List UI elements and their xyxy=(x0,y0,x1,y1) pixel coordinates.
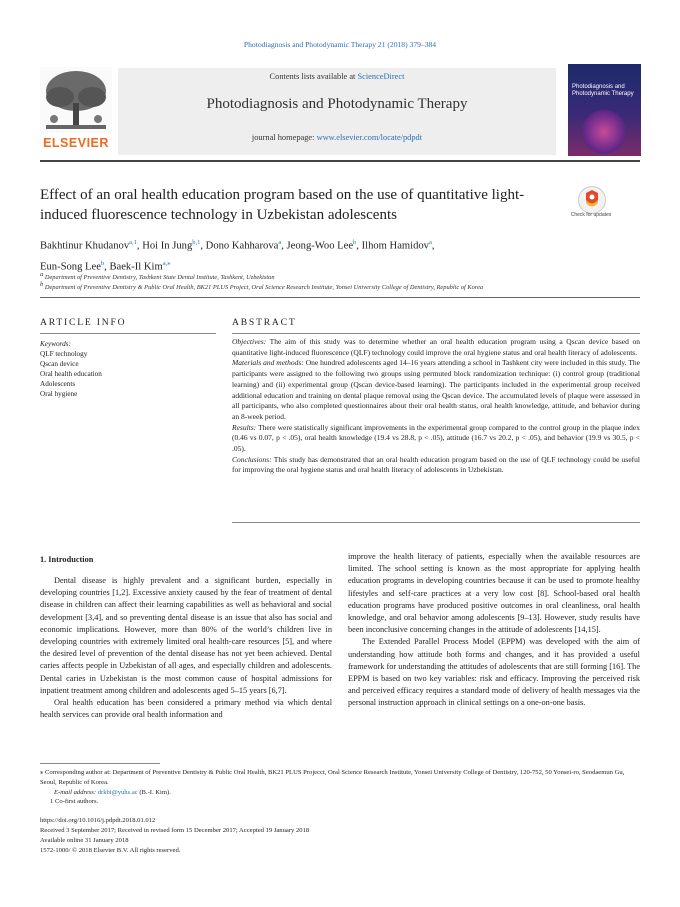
affiliation-mark: b xyxy=(40,281,44,288)
results-label: Results: xyxy=(232,422,257,432)
author-name[interactable]: Hoi In Jung xyxy=(142,240,193,252)
affiliation-mark: a xyxy=(40,271,44,278)
affiliation-text: Department of Preventive Dentistry & Public Oral Health, BK21 PLUS Project, Oral Science Research Institute, Yonsei University College of Dentistry, Republic of Korea xyxy=(44,284,484,292)
copyright: 1572-1000/ © 2018 Elsevier B.V. All rights reserved. xyxy=(40,847,181,854)
abstract-end-rule xyxy=(232,522,640,523)
abstract-results xyxy=(232,423,640,455)
author-affil[interactable]: b,1 xyxy=(192,239,201,246)
affiliation-b xyxy=(40,281,640,291)
keyword[interactable]: QLF technology xyxy=(40,350,88,358)
author-affil[interactable]: a xyxy=(428,239,432,246)
cover-illustration xyxy=(582,110,626,154)
affiliation-a xyxy=(40,271,640,281)
author-affil[interactable]: b xyxy=(353,239,357,246)
author-name[interactable]: Eun-Song Lee xyxy=(40,261,101,273)
paragraph: The Extended Parallel Process Model (EPPM) was developed with the aim of understanding how attitude both forms and changes, and it has provided a useful framework for understanding the attitudes of adolescents that are still forming [16]. The EPPM is based on two key variables: risk and efficacy. Improving the perceived risk and perceived efficacy requires a standard mode of delivery of health messages via the personal instruction approach in clinical settings on a one-on-one basis. xyxy=(348,637,640,708)
elsevier-wordmark: ELSEVIER xyxy=(43,136,109,150)
footnote-cofirst: 1 Co-first authors. xyxy=(50,798,99,805)
abstract-methods xyxy=(232,358,640,422)
body-column-right xyxy=(348,551,640,710)
abstract-body xyxy=(232,337,640,476)
abstract-objectives xyxy=(232,337,640,358)
author-name[interactable]: Ilhom Hamidov xyxy=(361,240,429,252)
author-name[interactable]: Dono Kahharova xyxy=(205,240,279,252)
keyword[interactable]: Adolescents xyxy=(40,380,76,388)
author-name[interactable]: Jeong-Woo Lee xyxy=(286,240,354,252)
results-text: There were statistically significant improvements in the experimental group compared to the control group in the plaque index (0.46 vs 0.07, p < .05), oral health knowledge (19.4 vs 28.8, p < .05), attitude (16.7 vs 20.2, p < .05), and behavior (19.9 vs 30.5, p < .05). xyxy=(232,422,640,454)
section-heading-introduction: 1. Introduction xyxy=(40,555,94,564)
author-affil[interactable]: a,1 xyxy=(129,239,137,246)
affiliation-text: Department of Preventive Dentistry, Tashkent State Dental Institute, Tashkent, Uzbekistan xyxy=(44,274,275,282)
footnote-rule xyxy=(40,763,160,764)
footnote-corresponding: ⁎ Corresponding author at: Department of Preventive Dentistry & Public Oral Health, BK21 PLUS Projecct, Oral Science Research Institute, Yonsei University College of Dentistry, 120-752, 50 Yonsei-ro, Seodaemun Gu, Seoul, Republic of Korea. xyxy=(40,769,625,786)
abstract-rule xyxy=(232,333,640,334)
journal-citation[interactable]: Photodiagnosis and Photodynamic Therapy 21 (2018) 379–384 xyxy=(243,40,437,49)
check-for-updates-icon[interactable] xyxy=(578,186,606,214)
author-affil[interactable]: b xyxy=(100,259,105,267)
journal-name: Photodiagnosis and Photodynamic Therapy xyxy=(206,96,468,112)
homepage-prefix: journal homepage: xyxy=(251,133,317,142)
doi-link[interactable]: https://doi.org/10.1016/j.pdpdt.2018.01.012 xyxy=(40,817,156,824)
conclusions-label: Conclusions: xyxy=(232,454,272,464)
author-affil[interactable]: a xyxy=(278,239,282,246)
keyword[interactable]: Oral hygiene xyxy=(40,390,78,398)
journal-cover-image xyxy=(568,64,641,156)
available-online: Available online 31 January 2018 xyxy=(40,837,129,844)
paragraph: Dental disease is highly prevalent and a significant burden, especially in developing countries [1,2]. Excessive anxiety caused by the fear of treatment of dental disease in children can affect their learning capabilities as well as behavioral and social development [3,4], and so preventing dental disease is an issue that also has social and economic implications. However, more than 80% of the world’s children live in developing countries with extremely limited oral health-care resources [5], and where the desired level of prevention of the dental disease has not yet been achieved. Dental caries affects people in Uzbekistan of all ages, and especially children and adolescents. Dental caries in Uzbekistan is the most common cause of hospital admissions for inpatient treatment among children and adolescents aged 5–15 years [6,7]. xyxy=(40,576,332,695)
methods-label: Materials and methods: xyxy=(232,358,304,368)
header-rule xyxy=(40,160,640,162)
sciencedirect-link[interactable]: ScienceDirect xyxy=(357,72,405,81)
article-info-rule xyxy=(40,333,216,334)
keywords-label: Keywords: xyxy=(40,340,71,348)
author-list: Bakhtinur Khudanov$^{a,1}$, Hoi In Jung$^{b,1}$, Dono Kahharova$^a$, Jeong-Woo Lee$^b$, Ilhom Hamidov$^a$, Eun-Song Lee$^b$, Baek-Il Kim$^{a,⁎}$ xyxy=(40,239,435,273)
contents-line xyxy=(118,72,556,81)
paragraph: Oral health education has been considered a primary method via which dental health services can provide oral health information and xyxy=(40,698,332,720)
objectives-text: The aim of this study was to determine whether an oral health education program using a Qscan device based on quantitative light-induced fluorescence (QLF) technology could improve the oral hygiene status and oral health literacy of adolescents. xyxy=(232,337,640,357)
article-history: Received 3 September 2017; Received in revised form 15 December 2017; Accepted 19 January 2018 xyxy=(40,827,310,834)
check-for-updates-label[interactable]: Check for updates xyxy=(570,212,612,218)
keyword[interactable]: Qscan device xyxy=(40,360,79,368)
paragraph: improve the health literacy of patients, especially when the available resources are limited. The school setting is known as the most appropriate for applying health education programs in developing countries because it can be used to promote healthy lifestyles and self-care practices at a very low cost [8]. School-based oral health education programs have produced positive outcomes in oral cleanliness, oral health knowledge, and oral behavior among adolescents [9–13]. However, study results have been inconclusive concerning changes in the attitude of adolescents [14,15]. xyxy=(348,552,640,635)
body-column-left xyxy=(40,575,332,721)
author-name[interactable]: Baek-Il Kim xyxy=(109,261,163,273)
author-name[interactable]: Bakhtinur Khudanov xyxy=(40,240,130,252)
email-label: E-mail address: xyxy=(54,789,98,796)
abstract-conclusions xyxy=(232,455,640,476)
abstract-heading: ABSTRACT xyxy=(232,317,297,328)
email-link[interactable]: drkbi@yuhs.ac xyxy=(97,789,138,796)
article-title: Effect of an oral health education program based on the use of quantitative light-induced fluorescence technology in Uzbekistan adolescents xyxy=(40,187,525,223)
conclusions-text: This study has demonstrated that an oral health education program based on the use of QLF technology could be useful for improving the oral hygiene status and oral health literacy of adolescents in Uzbekistan. xyxy=(232,454,640,475)
affiliation-rule xyxy=(40,297,640,298)
journal-homepage xyxy=(118,133,556,142)
methods-text: One hundred adolescents aged 14–16 years attending a school in Tashkent city were included in this study. The participants were assigned to the following two groups using permuted block randomization technique: (i) control group (traditional learning) and (ii) experimental group (Qscan device-based learning). The participants included in the experimental group received additional education and training on dental plaque removal using the Qscan device. The accumulated levels of plaque were assessed in all participants, who also completed questionnaires about their oral health status, oral health knowledge, attitude, and behavior during an 8-week period. xyxy=(232,358,640,421)
article-info-heading: ARTICLE INFO xyxy=(40,317,127,328)
objectives-label: Objectives: xyxy=(232,337,267,346)
homepage-link[interactable]: www.elsevier.com/locate/pdpdt xyxy=(316,133,423,142)
keyword[interactable]: Oral health education xyxy=(40,370,102,378)
email-owner: (B.-I. Kim). xyxy=(137,789,171,796)
cover-title: Photodiagnosis and Photodynamic Therapy xyxy=(572,84,634,97)
contents-prefix: Contents lists available at xyxy=(269,72,358,81)
author-affil[interactable]: a,⁎ xyxy=(162,259,171,267)
